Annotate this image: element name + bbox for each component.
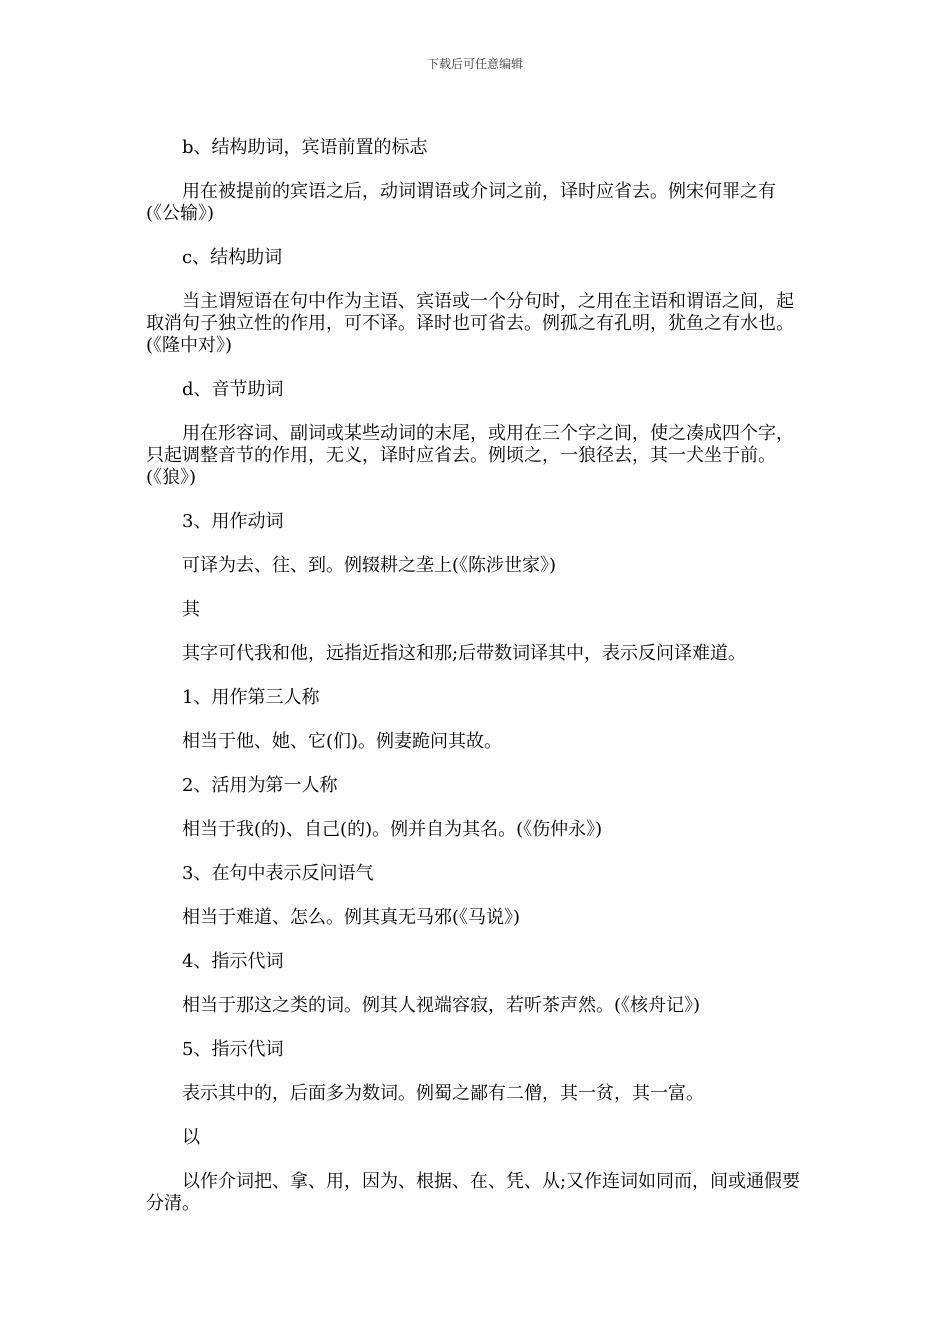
body-paragraph: 表示其中的，后面多为数词。例蜀之鄙有二僧，其一贫，其一富。 bbox=[182, 1083, 704, 1104]
body-paragraph: 其字可代我和他，远指近指这和那;后带数词译其中，表示反问译难道。 bbox=[182, 643, 747, 664]
heading-d-syllable-particle: d、音节助词 bbox=[182, 379, 284, 400]
page-header: 下载后可任意编辑 bbox=[426, 57, 523, 71]
body-paragraph: 相当于难道、怎么。例其真无马邪(《马说》) bbox=[182, 907, 521, 928]
body-paragraph: 相当于我(的)、自己(的)。例并自为其名。(《伤仲永》) bbox=[182, 819, 603, 840]
heading-c-structural-particle: c、结构助词 bbox=[182, 247, 283, 268]
section-heading-yi: 以 bbox=[182, 1127, 200, 1148]
heading-1-third-person: 1、用作第三人称 bbox=[182, 687, 320, 708]
section-heading-qi: 其 bbox=[182, 599, 200, 620]
heading-4-demonstrative: 4、指示代词 bbox=[182, 951, 284, 972]
body-paragraph: 相当于那这之类的词。例其人视端容寂，若听茶声然。(《核舟记》) bbox=[182, 995, 701, 1016]
body-paragraph: 相当于他、她、它(们)。例妻跪问其故。 bbox=[182, 731, 503, 752]
heading-3-rhetorical: 3、在句中表示反问语气 bbox=[182, 863, 374, 884]
heading-5-demonstrative: 5、指示代词 bbox=[182, 1039, 284, 1060]
body-paragraph: 以作介词把、拿、用，因为、根据、在、凭、从;又作连词如同而，间或通假要分清。 bbox=[146, 1171, 801, 1214]
heading-2-first-person: 2、活用为第一人称 bbox=[182, 775, 338, 796]
heading-b-structural-particle: b、结构助词，宾语前置的标志 bbox=[182, 137, 428, 158]
document-body bbox=[146, 137, 806, 1237]
body-paragraph: 可译为去、往、到。例辍耕之垄上(《陈涉世家》) bbox=[182, 555, 557, 576]
body-paragraph: 用在形容词、副词或某些动词的末尾，或用在三个字之间，使之凑成四个字，只起调整音节的作用，无义，译时应省去。例顷之，一狼径去，其一犬坐于前。(《狼》) bbox=[146, 423, 794, 488]
heading-3-used-as-verb: 3、用作动词 bbox=[182, 511, 284, 532]
body-paragraph: 当主谓短语在句中作为主语、宾语或一个分句时，之用在主语和谓语之间，起取消句子独立性的作用，可不译。译时也可省去。例孤之有孔明，犹鱼之有水也。(《隆中对》) bbox=[146, 291, 794, 356]
body-paragraph: 用在被提前的宾语之后，动词谓语或介词之前，译时应省去。例宋何罪之有(《公输》) bbox=[146, 181, 776, 224]
